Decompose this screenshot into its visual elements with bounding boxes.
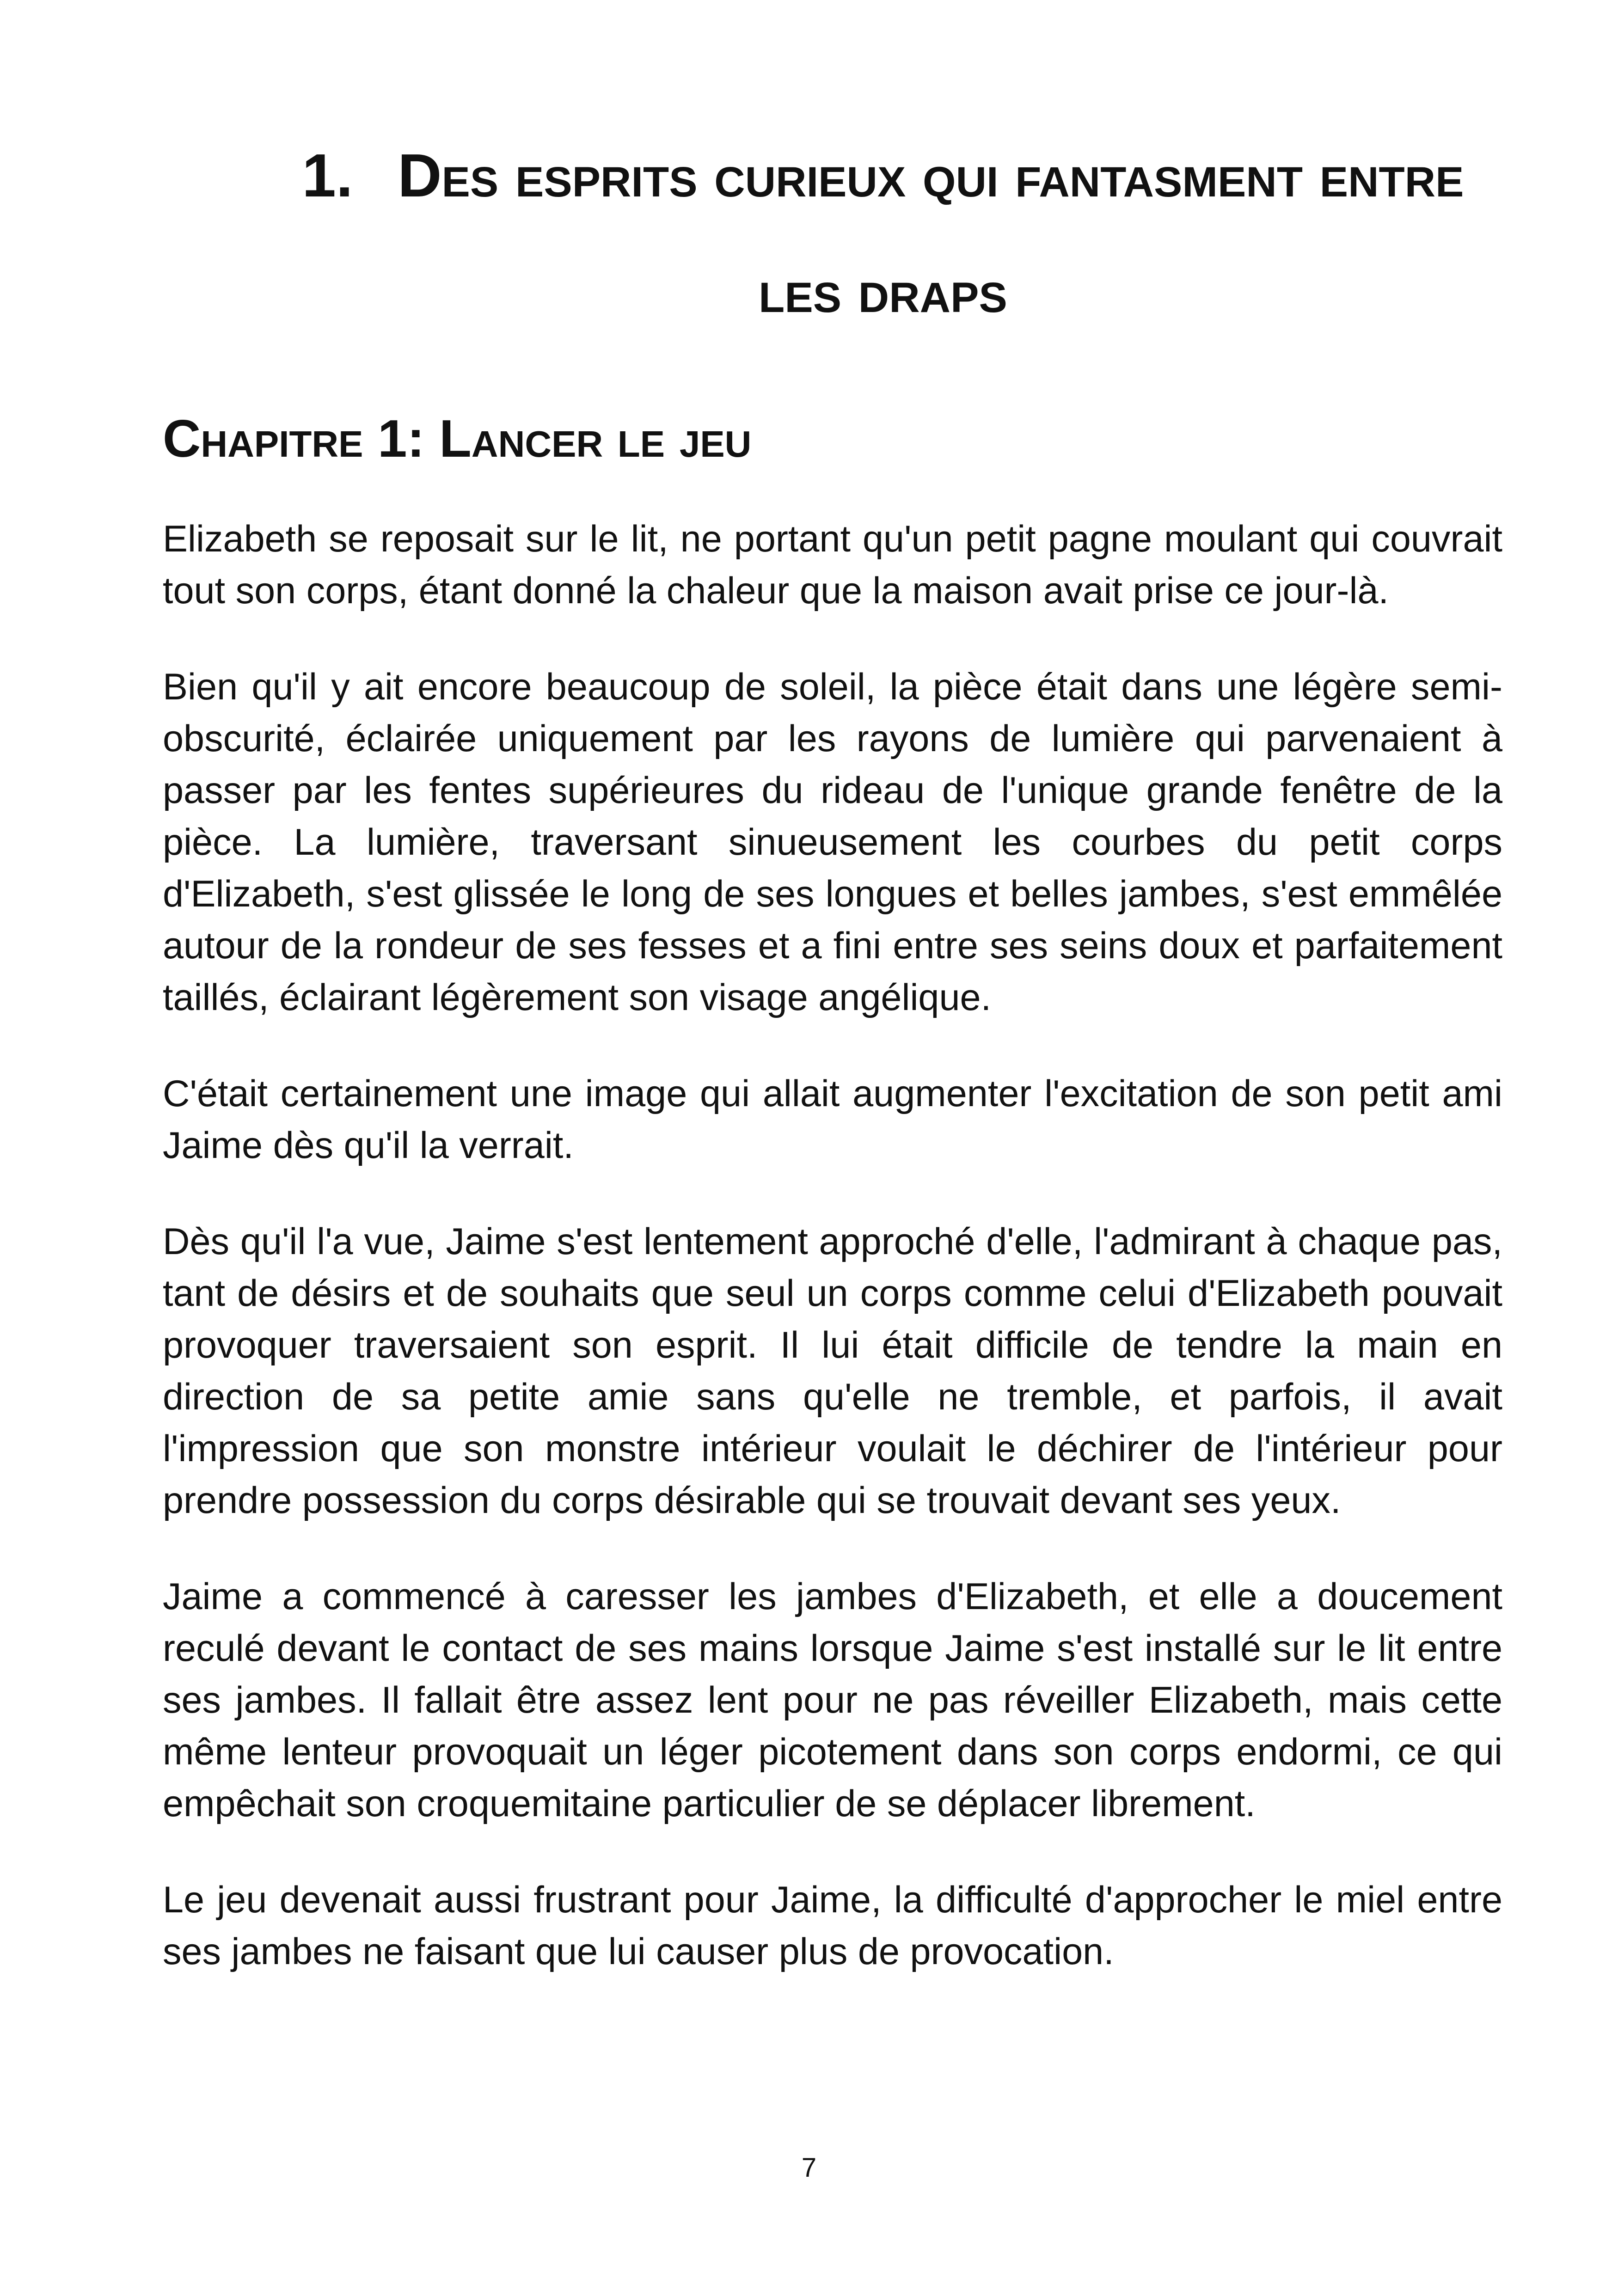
part-title: [259, 118, 1507, 349]
chapter-body: [163, 513, 1502, 2022]
paragraph-2: Bien qu'il y ait encore beaucoup de soleil, la pièce était dans une légère semi-obscurité, éclairée uniquement par les rayons de lumière qui parvenaient à passer par les fentes supérieures du rideau de l'unique grande fenêtre de la pièce. La lumière, traversant sinueusement les courbes du petit corps d'Elizabeth, s'est glissée le long de ses longues et belles jambes, s'est emmêlée autour de la rondeur de ses fesses et a fini entre ses seins doux et parfaitement taillés, éclairant légèrement son visage angélique.: [163, 666, 1502, 1018]
part-number: 1.: [302, 141, 353, 209]
paragraph-3: C'était certainement une image qui allait augmenter l'excitation de son petit ami Jaime dès qu'il la verrait.: [163, 1073, 1502, 1166]
paragraph-1: Elizabeth se reposait sur le lit, ne portant qu'un petit pagne moulant qui couvrait tout son corps, étant donné la chaleur que la maison avait prise ce jour-là.: [163, 518, 1502, 612]
page-number: 7: [801, 2153, 817, 2183]
paragraph-4: Dès qu'il l'a vue, Jaime s'est lentement approché d'elle, l'admirant à chaque pas, tant de désirs et de souhaits que seul un corps comme celui d'Elizabeth pouvait provoquer traversaient son esprit. Il lui était difficile de tendre la main en direction de sa petite amie sans qu'elle ne tremble, et parfois, il avait l'impression que son monstre intérieur voulait le déchirer de l'intérieur pour prendre possession du corps désirable qui se trouvait devant ses yeux.: [163, 1221, 1502, 1521]
part-title-text: Des esprits curieux qui fantasment entre les draps: [398, 141, 1464, 325]
chapter-title: Chapitre 1: Lancer le jeu: [163, 410, 752, 468]
paragraph-5: Jaime a commencé à caresser les jambes d'Elizabeth, et elle a doucement reculé devant le contact de ses mains lorsque Jaime s'est installé sur le lit entre ses jambes. Il fallait être assez lent pour ne pas réveiller Elizabeth, mais cette même lenteur provoquait un léger picotement dans son corps endormi, ce qui empêchait son croquemitaine particulier de se déplacer librement.: [163, 1576, 1502, 1825]
paragraph-6: Le jeu devenait aussi frustrant pour Jaime, la difficulté d'approcher le miel entre ses jambes ne faisant que lui causer plus de provocation.: [163, 1879, 1502, 1972]
